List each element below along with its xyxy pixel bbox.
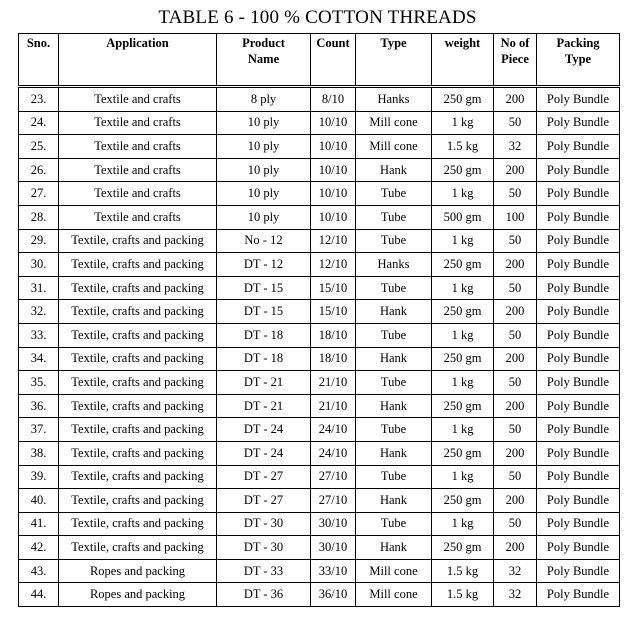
cell-packing-type: Poly Bundle <box>537 135 620 159</box>
cell-weight: 250 gm <box>432 441 494 465</box>
cell-application: Textile and crafts <box>59 135 217 159</box>
cell-count: 10/10 <box>311 135 356 159</box>
cell-application: Textile and crafts <box>59 205 217 229</box>
cell-sno: 40. <box>19 489 59 513</box>
table-row <box>19 253 620 277</box>
cell-sno: 37. <box>19 418 59 442</box>
cell-application: Textile, crafts and packing <box>59 536 217 560</box>
cell-weight: 1 kg <box>432 371 494 395</box>
cell-type: Hank <box>356 158 432 182</box>
table-row <box>19 559 620 583</box>
table-title: TABLE 6 - 100 % COTTON THREADS <box>158 7 477 28</box>
cell-product-name: DT - 12 <box>217 253 311 277</box>
cell-sno: 27. <box>19 182 59 206</box>
cell-weight: 250 gm <box>432 158 494 182</box>
cell-count: 8/10 <box>311 87 356 112</box>
cell-count: 21/10 <box>311 371 356 395</box>
cell-product-name: DT - 30 <box>217 512 311 536</box>
cell-packing-type: Poly Bundle <box>537 182 620 206</box>
cell-application: Textile, crafts and packing <box>59 512 217 536</box>
cell-weight: 250 gm <box>432 347 494 371</box>
table-row <box>19 111 620 135</box>
cell-no-of-piece: 50 <box>494 323 537 347</box>
cell-application: Textile and crafts <box>59 87 217 112</box>
cell-weight: 250 gm <box>432 394 494 418</box>
cell-type: Mill cone <box>356 135 432 159</box>
header-packing-line2: Type <box>564 52 592 66</box>
cell-sno: 28. <box>19 205 59 229</box>
cell-no-of-piece: 50 <box>494 465 537 489</box>
cell-weight: 250 gm <box>432 253 494 277</box>
cell-weight: 1 kg <box>432 323 494 347</box>
cell-packing-type: Poly Bundle <box>537 300 620 324</box>
cell-sno: 42. <box>19 536 59 560</box>
table-row <box>19 418 620 442</box>
cell-packing-type: Poly Bundle <box>537 87 620 112</box>
cell-product-name: DT - 15 <box>217 300 311 324</box>
cell-application: Textile, crafts and packing <box>59 300 217 324</box>
cell-count: 18/10 <box>311 323 356 347</box>
cell-type: Tube <box>356 229 432 253</box>
cell-product-name: DT - 21 <box>217 394 311 418</box>
cell-count: 10/10 <box>311 182 356 206</box>
cell-no-of-piece: 200 <box>494 253 537 277</box>
cell-sno: 41. <box>19 512 59 536</box>
header-type: Type <box>356 34 432 87</box>
table-row <box>19 371 620 395</box>
cell-no-of-piece: 32 <box>494 135 537 159</box>
table-row <box>19 158 620 182</box>
cell-packing-type: Poly Bundle <box>537 394 620 418</box>
cell-weight: 250 gm <box>432 489 494 513</box>
cell-count: 15/10 <box>311 300 356 324</box>
cell-weight: 1 kg <box>432 229 494 253</box>
cell-packing-type: Poly Bundle <box>537 111 620 135</box>
cell-type: Tube <box>356 371 432 395</box>
table-body <box>19 87 620 607</box>
cell-type: Hank <box>356 394 432 418</box>
cell-count: 15/10 <box>311 276 356 300</box>
cell-count: 30/10 <box>311 512 356 536</box>
header-sno: Sno. <box>19 34 59 87</box>
cell-count: 30/10 <box>311 536 356 560</box>
cell-application: Textile, crafts and packing <box>59 394 217 418</box>
cell-application: Textile, crafts and packing <box>59 347 217 371</box>
cell-sno: 30. <box>19 253 59 277</box>
cell-type: Hank <box>356 536 432 560</box>
cell-no-of-piece: 200 <box>494 300 537 324</box>
cell-type: Hank <box>356 489 432 513</box>
table-row <box>19 323 620 347</box>
table-row <box>19 276 620 300</box>
cell-no-of-piece: 50 <box>494 512 537 536</box>
cell-count: 10/10 <box>311 111 356 135</box>
cell-packing-type: Poly Bundle <box>537 253 620 277</box>
cell-application: Ropes and packing <box>59 559 217 583</box>
cell-packing-type: Poly Bundle <box>537 536 620 560</box>
table-row <box>19 300 620 324</box>
cell-packing-type: Poly Bundle <box>537 489 620 513</box>
cell-product-name: DT - 18 <box>217 347 311 371</box>
cell-packing-type: Poly Bundle <box>537 205 620 229</box>
table-row <box>19 205 620 229</box>
cell-no-of-piece: 32 <box>494 583 537 607</box>
header-packing-type <box>537 34 620 87</box>
cell-packing-type: Poly Bundle <box>537 441 620 465</box>
cell-type: Mill cone <box>356 111 432 135</box>
cell-no-of-piece: 32 <box>494 559 537 583</box>
header-weight: weight <box>432 34 494 87</box>
cell-packing-type: Poly Bundle <box>537 512 620 536</box>
cell-type: Hanks <box>356 253 432 277</box>
table-row <box>19 536 620 560</box>
cell-no-of-piece: 200 <box>494 87 537 112</box>
cell-application: Textile and crafts <box>59 158 217 182</box>
cell-weight: 1.5 kg <box>432 559 494 583</box>
cell-packing-type: Poly Bundle <box>537 347 620 371</box>
header-application: Application <box>59 34 217 87</box>
cell-no-of-piece: 200 <box>494 536 537 560</box>
header-row <box>19 34 620 87</box>
cell-product-name: DT - 27 <box>217 465 311 489</box>
cell-product-name: 10 ply <box>217 135 311 159</box>
cell-type: Hanks <box>356 87 432 112</box>
cell-sno: 33. <box>19 323 59 347</box>
cell-type: Mill cone <box>356 559 432 583</box>
cell-no-of-piece: 50 <box>494 418 537 442</box>
cell-sno: 25. <box>19 135 59 159</box>
cell-application: Textile, crafts and packing <box>59 323 217 347</box>
table-row <box>19 229 620 253</box>
cell-count: 36/10 <box>311 583 356 607</box>
cell-product-name: 8 ply <box>217 87 311 112</box>
cell-packing-type: Poly Bundle <box>537 158 620 182</box>
cell-product-name: 10 ply <box>217 158 311 182</box>
cell-application: Textile and crafts <box>59 111 217 135</box>
cell-no-of-piece: 200 <box>494 158 537 182</box>
table-row <box>19 512 620 536</box>
header-no-of-piece <box>494 34 537 87</box>
cell-no-of-piece: 50 <box>494 111 537 135</box>
cell-count: 10/10 <box>311 158 356 182</box>
cell-packing-type: Poly Bundle <box>537 371 620 395</box>
cell-packing-type: Poly Bundle <box>537 583 620 607</box>
cell-count: 21/10 <box>311 394 356 418</box>
cell-count: 24/10 <box>311 441 356 465</box>
cell-no-of-piece: 50 <box>494 276 537 300</box>
cell-count: 27/10 <box>311 489 356 513</box>
cell-application: Textile, crafts and packing <box>59 418 217 442</box>
cell-sno: 39. <box>19 465 59 489</box>
cell-type: Hank <box>356 300 432 324</box>
cell-application: Textile, crafts and packing <box>59 371 217 395</box>
header-piece-line2: Piece <box>501 52 529 66</box>
cell-weight: 1 kg <box>432 418 494 442</box>
table-row <box>19 347 620 371</box>
cell-product-name: 10 ply <box>217 182 311 206</box>
cell-no-of-piece: 200 <box>494 394 537 418</box>
cell-weight: 1 kg <box>432 512 494 536</box>
cell-weight: 1 kg <box>432 465 494 489</box>
cell-no-of-piece: 200 <box>494 441 537 465</box>
cell-application: Textile, crafts and packing <box>59 229 217 253</box>
cell-type: Tube <box>356 512 432 536</box>
cell-product-name: DT - 15 <box>217 276 311 300</box>
cell-packing-type: Poly Bundle <box>537 323 620 347</box>
table-row <box>19 394 620 418</box>
header-count: Count <box>311 34 356 87</box>
table-row <box>19 182 620 206</box>
table-row <box>19 135 620 159</box>
cell-product-name: DT - 33 <box>217 559 311 583</box>
cell-type: Tube <box>356 465 432 489</box>
cell-no-of-piece: 200 <box>494 489 537 513</box>
cell-sno: 23. <box>19 87 59 112</box>
cell-application: Textile and crafts <box>59 182 217 206</box>
header-product-line2: Name <box>247 52 280 66</box>
cell-sno: 31. <box>19 276 59 300</box>
cell-type: Mill cone <box>356 583 432 607</box>
cell-application: Textile, crafts and packing <box>59 489 217 513</box>
cell-application: Textile, crafts and packing <box>59 276 217 300</box>
header-piece-line1: No of <box>500 36 530 50</box>
cell-application: Textile, crafts and packing <box>59 465 217 489</box>
cell-sno: 32. <box>19 300 59 324</box>
cell-packing-type: Poly Bundle <box>537 465 620 489</box>
cell-product-name: DT - 30 <box>217 536 311 560</box>
cell-type: Tube <box>356 205 432 229</box>
header-product-line1: Product <box>242 36 285 50</box>
cell-type: Tube <box>356 323 432 347</box>
cell-sno: 35. <box>19 371 59 395</box>
table-row <box>19 583 620 607</box>
cell-product-name: DT - 24 <box>217 441 311 465</box>
cell-packing-type: Poly Bundle <box>537 229 620 253</box>
cell-product-name: DT - 24 <box>217 418 311 442</box>
cell-weight: 250 gm <box>432 300 494 324</box>
cell-type: Tube <box>356 418 432 442</box>
cell-type: Tube <box>356 276 432 300</box>
cotton-threads-table <box>18 33 620 607</box>
cell-count: 12/10 <box>311 253 356 277</box>
cell-type: Hank <box>356 347 432 371</box>
cell-product-name: 10 ply <box>217 111 311 135</box>
table-row <box>19 465 620 489</box>
cell-sno: 44. <box>19 583 59 607</box>
cell-packing-type: Poly Bundle <box>537 418 620 442</box>
cell-no-of-piece: 100 <box>494 205 537 229</box>
cell-weight: 1.5 kg <box>432 583 494 607</box>
cell-weight: 500 gm <box>432 205 494 229</box>
cell-weight: 250 gm <box>432 536 494 560</box>
cell-weight: 1 kg <box>432 276 494 300</box>
cell-type: Hank <box>356 441 432 465</box>
cell-product-name: DT - 36 <box>217 583 311 607</box>
cell-no-of-piece: 50 <box>494 371 537 395</box>
table-row <box>19 87 620 112</box>
cell-weight: 1 kg <box>432 182 494 206</box>
cell-application: Ropes and packing <box>59 583 217 607</box>
cell-sno: 29. <box>19 229 59 253</box>
cell-no-of-piece: 50 <box>494 229 537 253</box>
cell-count: 24/10 <box>311 418 356 442</box>
cell-count: 12/10 <box>311 229 356 253</box>
cell-product-name: No - 12 <box>217 229 311 253</box>
table-row <box>19 489 620 513</box>
cell-weight: 250 gm <box>432 87 494 112</box>
cell-sno: 36. <box>19 394 59 418</box>
cell-sno: 38. <box>19 441 59 465</box>
cell-product-name: DT - 18 <box>217 323 311 347</box>
cell-application: Textile, crafts and packing <box>59 253 217 277</box>
cell-count: 27/10 <box>311 465 356 489</box>
header-product-name <box>217 34 311 87</box>
cell-count: 18/10 <box>311 347 356 371</box>
cell-sno: 43. <box>19 559 59 583</box>
cell-packing-type: Poly Bundle <box>537 559 620 583</box>
cell-sno: 34. <box>19 347 59 371</box>
cell-weight: 1.5 kg <box>432 135 494 159</box>
cell-weight: 1 kg <box>432 111 494 135</box>
cell-count: 33/10 <box>311 559 356 583</box>
cell-product-name: 10 ply <box>217 205 311 229</box>
cell-type: Tube <box>356 182 432 206</box>
table-row <box>19 441 620 465</box>
cell-packing-type: Poly Bundle <box>537 276 620 300</box>
cell-sno: 26. <box>19 158 59 182</box>
cell-no-of-piece: 50 <box>494 182 537 206</box>
cell-count: 10/10 <box>311 205 356 229</box>
cell-sno: 24. <box>19 111 59 135</box>
cell-product-name: DT - 21 <box>217 371 311 395</box>
header-packing-line1: Packing <box>556 36 600 50</box>
cell-application: Textile, crafts and packing <box>59 441 217 465</box>
cell-no-of-piece: 200 <box>494 347 537 371</box>
cell-product-name: DT - 27 <box>217 489 311 513</box>
